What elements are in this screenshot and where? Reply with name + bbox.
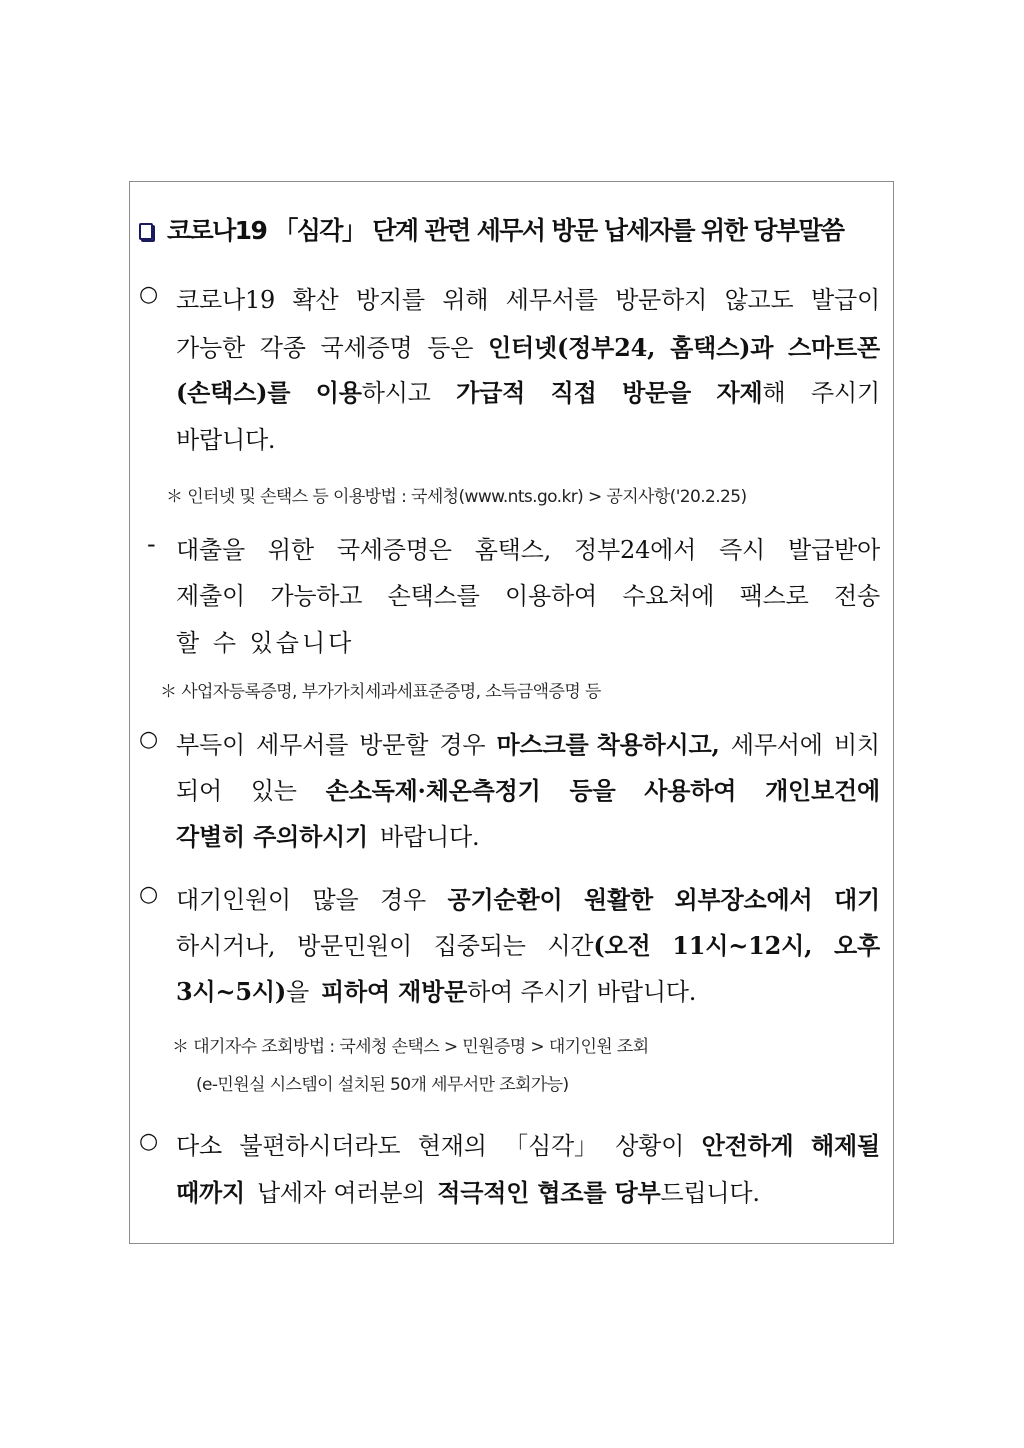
word: 세무서에 bbox=[730, 731, 823, 759]
word: 세무서를 bbox=[256, 731, 349, 759]
bullet-circle-icon: ○ bbox=[139, 882, 159, 907]
bold-word: 마스크를 착용하시고, bbox=[496, 730, 720, 759]
word: 불편하시더라도 bbox=[239, 1132, 401, 1160]
word: 등은 bbox=[427, 334, 474, 362]
bold-word: 스마트폰 bbox=[788, 333, 880, 362]
word: 상황이 bbox=[615, 1132, 685, 1160]
bold-word: (손택스)를 bbox=[176, 378, 291, 407]
bold-word: 3시~5시) bbox=[176, 977, 287, 1006]
section1-line2 bbox=[176, 328, 880, 363]
word: 대출을 bbox=[176, 536, 245, 564]
word: 하시고 bbox=[361, 379, 431, 407]
dash-marker: - bbox=[147, 530, 156, 558]
word: 현재의 bbox=[417, 1132, 487, 1160]
bold-word: (오전 bbox=[593, 931, 651, 960]
sub1-line3 bbox=[176, 623, 880, 658]
bold-word: 가급적 bbox=[456, 378, 526, 407]
word: 세무서를 bbox=[505, 286, 598, 314]
bold-word: 외부장소에서 bbox=[674, 885, 813, 914]
bold-word: 원활한 bbox=[584, 885, 653, 914]
word-group bbox=[547, 926, 650, 961]
word: 홈택스, bbox=[474, 536, 552, 564]
word: 손택스를 bbox=[387, 582, 480, 610]
word-group bbox=[437, 1173, 760, 1208]
word: 드립니다. bbox=[660, 1179, 760, 1207]
word: 국세증명 bbox=[320, 334, 413, 362]
section3-note1: ＊ 대기자수 조회방법 : 국세청 손택스 > 민원증명 > 대기인원 조회 bbox=[172, 1037, 649, 1057]
bold-word: 개인보건에 bbox=[765, 776, 880, 805]
bold-word: 직접 bbox=[550, 378, 597, 407]
word: 바랍니다. bbox=[380, 823, 480, 851]
bold-word: 때까지 bbox=[176, 1178, 245, 1207]
word: 확산 bbox=[292, 286, 339, 314]
section3-note2: (e-민원실 시스템이 설치된 50개 세무서만 조회가능) bbox=[196, 1075, 569, 1095]
bold-word: 11시~12시, bbox=[672, 931, 813, 960]
word: 바랍니다. bbox=[176, 426, 276, 454]
word: 발급받아 bbox=[788, 536, 880, 564]
word: 다소 bbox=[176, 1132, 222, 1160]
word: 제출이 bbox=[176, 582, 245, 610]
bold-word: 손소독제·체온측정기 bbox=[325, 776, 541, 805]
section4-line1 bbox=[176, 1126, 880, 1161]
bold-word: 등을 bbox=[569, 776, 616, 805]
word: 위해 bbox=[442, 286, 489, 314]
word: 코로나19 bbox=[176, 286, 276, 314]
bold-word: 오후 bbox=[834, 931, 880, 960]
word: 이용하여 bbox=[505, 582, 597, 610]
word-group bbox=[717, 373, 786, 408]
word: 전송 bbox=[834, 582, 880, 610]
notice-title: 코로나19 「심각」 단계 관련 세무서 방문 납세자를 위한 당부말씀 bbox=[167, 216, 844, 245]
word: 정부24에서 bbox=[574, 536, 697, 564]
word-group bbox=[316, 373, 431, 408]
word: 즉시 bbox=[719, 536, 766, 564]
bold-word: 사용하여 bbox=[644, 776, 737, 805]
bold-word: 각별히 주의하시기 bbox=[176, 822, 369, 851]
word: 않고도 bbox=[724, 286, 794, 314]
checkbox-icon bbox=[139, 223, 153, 240]
word: 방지를 bbox=[355, 286, 425, 314]
word: 가능한 bbox=[176, 334, 245, 362]
bold-word: 이용 bbox=[315, 378, 362, 407]
section3-line3 bbox=[176, 972, 880, 1007]
word: 발급이 bbox=[810, 286, 880, 314]
word: 납세자 여러분의 bbox=[256, 1179, 426, 1207]
word: 방문민원이 bbox=[297, 932, 413, 960]
section1-line1 bbox=[176, 280, 880, 315]
word: 방문하지 bbox=[615, 286, 708, 314]
bold-word: 적극적인 협조를 당부 bbox=[437, 1178, 661, 1207]
bold-word: 공기순환이 bbox=[447, 885, 563, 914]
word: 비치 bbox=[833, 731, 880, 759]
section4-line2 bbox=[176, 1173, 880, 1208]
section2-line3 bbox=[176, 817, 880, 852]
word: 경우 bbox=[439, 731, 486, 759]
word: 하시거나, bbox=[176, 932, 276, 960]
title-row bbox=[139, 209, 843, 249]
word: 부득이 bbox=[176, 731, 245, 759]
word: 국세증명은 bbox=[336, 536, 452, 564]
word: 집중되는 bbox=[433, 932, 526, 960]
sub1-line1 bbox=[176, 530, 880, 565]
section1-line3 bbox=[176, 373, 880, 408]
word: 시간 bbox=[547, 932, 594, 960]
section1-note: ＊ 인터넷 및 손택스 등 이용방법 : 국세청(www.nts.go.kr) > 공지사항('20.2.25) bbox=[166, 487, 747, 507]
section1-line4 bbox=[176, 420, 880, 455]
bold-word: 홈택스)과 bbox=[670, 333, 774, 362]
word: 하여 주시기 바랍니다. bbox=[467, 978, 697, 1006]
word: 을 bbox=[286, 978, 310, 1006]
bold-word: 안전하게 bbox=[701, 1131, 794, 1160]
section3-line1 bbox=[176, 880, 880, 915]
word: 각종 bbox=[259, 334, 306, 362]
word: 있는 bbox=[250, 777, 297, 805]
bold-word: 인터넷(정부24, bbox=[488, 333, 656, 362]
word: 해 bbox=[762, 379, 786, 407]
word: 되어 bbox=[176, 777, 222, 805]
sub1-note: ＊ 사업자등록증명, 부가가치세과세표준증명, 소득금액증명 등 bbox=[160, 682, 601, 702]
bullet-circle-icon: ○ bbox=[139, 727, 159, 752]
word: 할 수 있습니다 bbox=[176, 629, 355, 657]
section2-line1 bbox=[176, 725, 880, 760]
bold-word: 대기 bbox=[834, 885, 880, 914]
sub1-line2 bbox=[176, 576, 880, 611]
word-group bbox=[176, 972, 309, 1007]
word: 주시기 bbox=[811, 379, 880, 407]
word: 수요처에 bbox=[622, 582, 715, 610]
word: 「심각」 bbox=[504, 1132, 598, 1160]
word: 팩스로 bbox=[739, 582, 809, 610]
word: 위한 bbox=[267, 536, 314, 564]
section2-line2 bbox=[176, 771, 880, 806]
word: 방문할 bbox=[359, 731, 429, 759]
word: 경우 bbox=[380, 886, 426, 914]
bold-word: 방문을 bbox=[622, 378, 692, 407]
bold-word: 피하여 재방문 bbox=[321, 977, 468, 1006]
word: 가능하고 bbox=[270, 582, 363, 610]
bold-word: 해제될 bbox=[811, 1131, 880, 1160]
word: 대기인원이 bbox=[176, 886, 291, 914]
bold-word: 자제 bbox=[716, 378, 763, 407]
bullet-circle-icon: ○ bbox=[139, 282, 159, 307]
word: 많을 bbox=[312, 886, 359, 914]
section3-line2 bbox=[176, 926, 880, 961]
bullet-circle-icon: ○ bbox=[139, 1129, 159, 1154]
